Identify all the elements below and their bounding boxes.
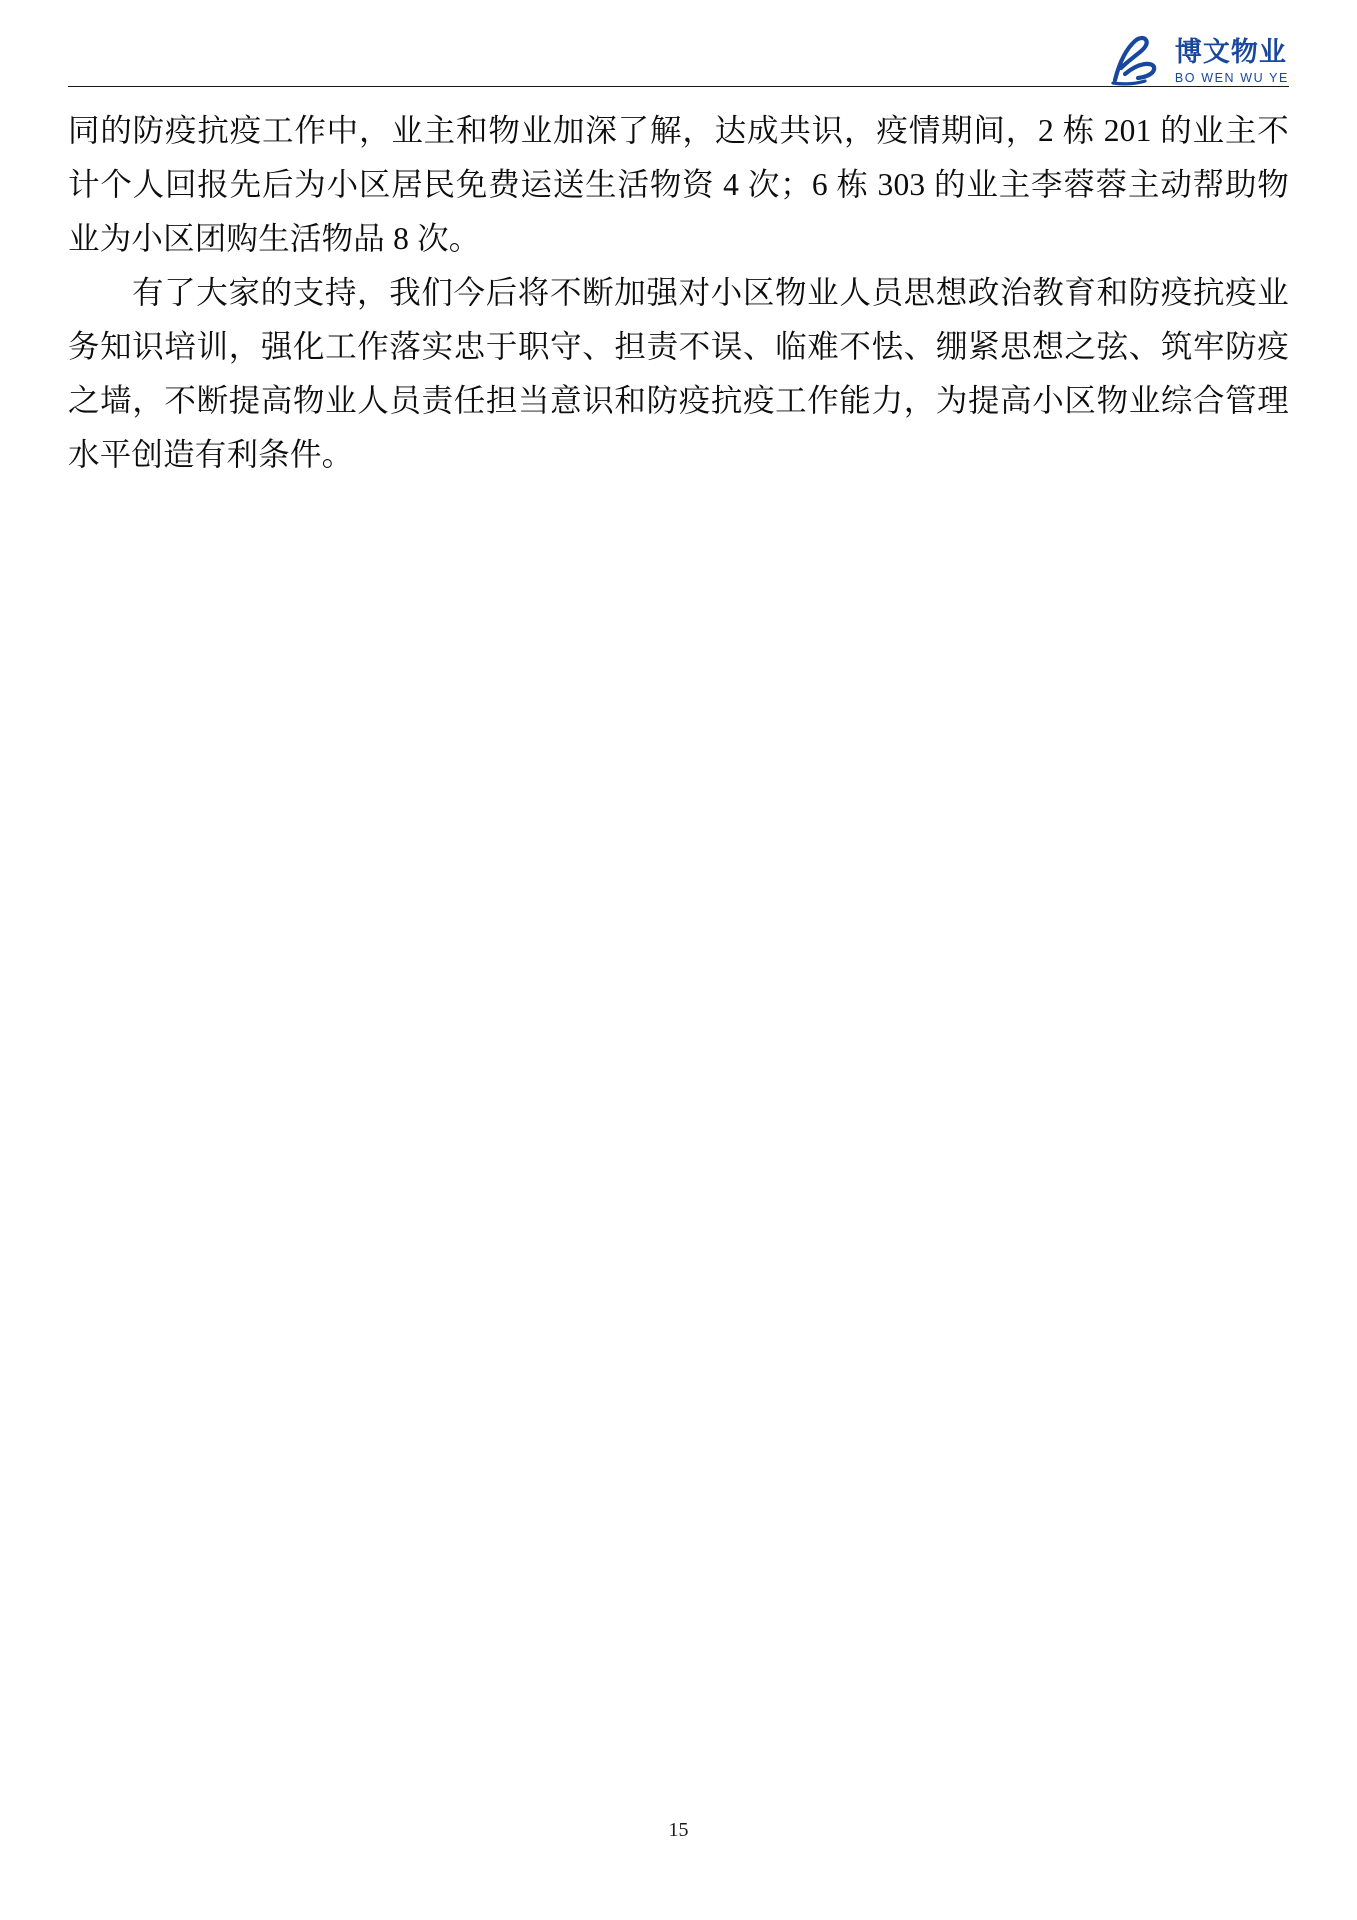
bowen-monogram-logo-icon xyxy=(1105,34,1163,90)
header-divider xyxy=(68,86,1289,87)
page-number: 15 xyxy=(668,1819,689,1841)
brand-wordmark xyxy=(1175,39,1289,85)
brand-name-cn: 博文物业 xyxy=(1174,37,1287,68)
page-header xyxy=(1105,34,1289,90)
brand-name-en: BO WEN WU YE xyxy=(1174,71,1289,86)
paragraph-2: 有了大家的支持，我们今后将不断加强对小区物业人员思想政治教育和防疫抗疫业务知识培训，强化工作落实忠于职守、担责不误、临难不怯、绷紧思想之弦、筑牢防疫之墙，不断提高物业人员责任担当意识和防疫抗疫工作能力，为提高小区物业综合管理水平创造有利条件。 xyxy=(68,275,1289,472)
document-body xyxy=(68,104,1289,482)
paragraph-1: 同的防疫抗疫工作中，业主和物业加深了解，达成共识，疫情期间，2 栋 201 的业主不计个人回报先后为小区居民免费运送生活物资 4 次；6 栋 303 的业主李蓉蓉主动帮助物业为小区团购生活物品 8 次。 xyxy=(68,113,1289,256)
